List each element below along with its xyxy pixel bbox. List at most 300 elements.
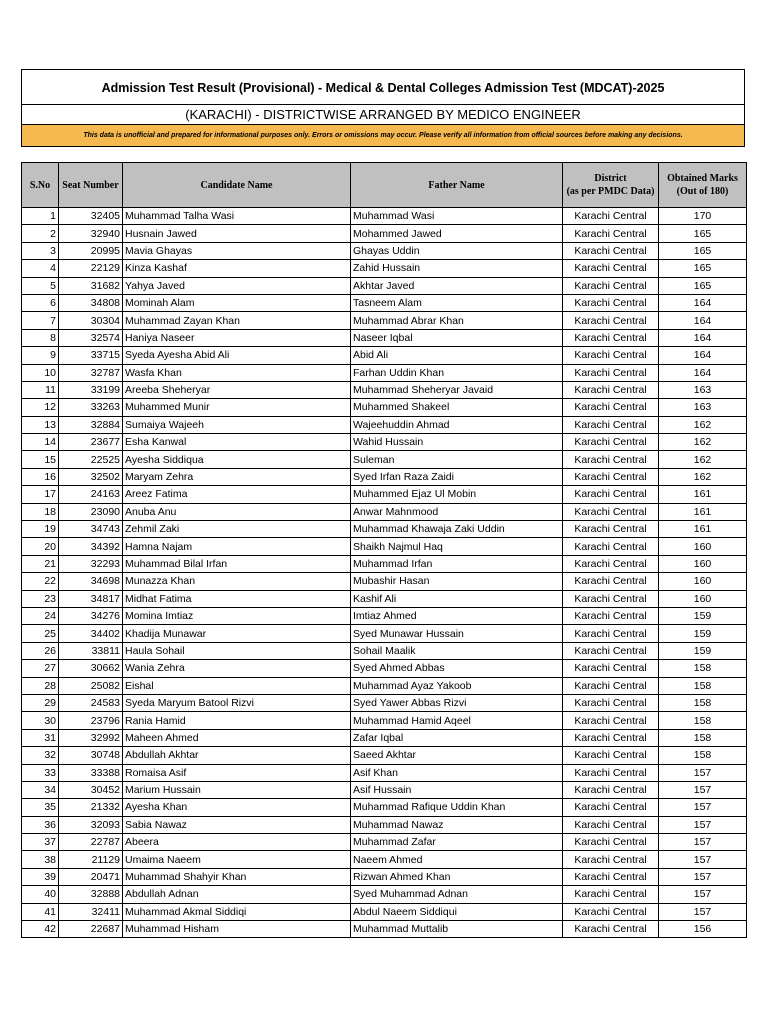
cell-district: Karachi Central (563, 886, 659, 903)
cell-district: Karachi Central (563, 329, 659, 346)
cell-sno: 6 (22, 294, 59, 311)
table-row (22, 816, 747, 833)
cell-seat-number: 23677 (59, 434, 123, 451)
cell-sno: 25 (22, 625, 59, 642)
cell-father-name: Muhammad Sheheryar Javaid (351, 381, 563, 398)
cell-father-name: Zafar Iqbal (351, 729, 563, 746)
cell-candidate-name: Muhammed Munir (123, 399, 351, 416)
cell-seat-number: 32884 (59, 416, 123, 433)
cell-district: Karachi Central (563, 694, 659, 711)
cell-seat-number: 22525 (59, 451, 123, 468)
cell-father-name: Ghayas Uddin (351, 242, 563, 259)
table-header-row (22, 163, 747, 208)
cell-seat-number: 32293 (59, 555, 123, 572)
cell-district: Karachi Central (563, 468, 659, 485)
cell-district: Karachi Central (563, 764, 659, 781)
cell-district: Karachi Central (563, 294, 659, 311)
cell-marks: 157 (659, 799, 747, 816)
cell-sno: 34 (22, 781, 59, 798)
cell-father-name: Abid Ali (351, 347, 563, 364)
cell-district: Karachi Central (563, 225, 659, 242)
cell-father-name: Sohail Maalik (351, 642, 563, 659)
table-row (22, 677, 747, 694)
cell-seat-number: 31682 (59, 277, 123, 294)
col-marks-line1: Obtained Marks (667, 173, 738, 184)
cell-seat-number: 20995 (59, 242, 123, 259)
cell-father-name: Muhammad Muttalib (351, 921, 563, 938)
cell-marks: 159 (659, 607, 747, 624)
cell-sno: 24 (22, 607, 59, 624)
disclaimer-banner: This data is unofficial and prepared for informational purposes only. Errors or omissions may occur. Please verify all information from official sources before making any decisions. (22, 125, 744, 146)
cell-marks: 165 (659, 260, 747, 277)
table-row (22, 208, 747, 225)
cell-district: Karachi Central (563, 416, 659, 433)
cell-marks: 157 (659, 868, 747, 885)
cell-district: Karachi Central (563, 607, 659, 624)
table-row (22, 434, 747, 451)
cell-candidate-name: Syeda Ayesha Abid Ali (123, 347, 351, 364)
cell-marks: 157 (659, 851, 747, 868)
cell-marks: 157 (659, 781, 747, 798)
cell-candidate-name: Muhammad Zayan Khan (123, 312, 351, 329)
cell-candidate-name: Muhammad Akmal Siddiqi (123, 903, 351, 920)
cell-father-name: Syed Muhammad Adnan (351, 886, 563, 903)
cell-sno: 18 (22, 503, 59, 520)
cell-seat-number: 34392 (59, 538, 123, 555)
cell-sno: 19 (22, 521, 59, 538)
cell-district: Karachi Central (563, 903, 659, 920)
cell-district: Karachi Central (563, 486, 659, 503)
table-row (22, 694, 747, 711)
cell-district: Karachi Central (563, 399, 659, 416)
cell-father-name: Kashif Ali (351, 590, 563, 607)
cell-marks: 161 (659, 503, 747, 520)
col-marks-line2: (Out of 180) (676, 186, 729, 197)
cell-candidate-name: Sabia Nawaz (123, 816, 351, 833)
cell-marks: 170 (659, 208, 747, 225)
cell-candidate-name: Maheen Ahmed (123, 729, 351, 746)
cell-candidate-name: Romaisa Asif (123, 764, 351, 781)
cell-candidate-name: Abdullah Adnan (123, 886, 351, 903)
cell-marks: 161 (659, 486, 747, 503)
cell-seat-number: 21129 (59, 851, 123, 868)
cell-sno: 4 (22, 260, 59, 277)
cell-marks: 156 (659, 921, 747, 938)
results-table (21, 162, 747, 938)
table-row (22, 329, 747, 346)
cell-marks: 160 (659, 573, 747, 590)
cell-district: Karachi Central (563, 381, 659, 398)
cell-father-name: Wahid Hussain (351, 434, 563, 451)
table-row (22, 503, 747, 520)
table-row (22, 451, 747, 468)
cell-sno: 1 (22, 208, 59, 225)
cell-marks: 160 (659, 555, 747, 572)
cell-marks: 165 (659, 242, 747, 259)
cell-candidate-name: Haula Sohail (123, 642, 351, 659)
cell-candidate-name: Momina Imtiaz (123, 607, 351, 624)
cell-father-name: Muhammed Ejaz Ul Mobin (351, 486, 563, 503)
cell-district: Karachi Central (563, 851, 659, 868)
table-row (22, 590, 747, 607)
cell-sno: 7 (22, 312, 59, 329)
cell-seat-number: 32405 (59, 208, 123, 225)
cell-sno: 14 (22, 434, 59, 451)
table-row (22, 277, 747, 294)
table-row (22, 834, 747, 851)
cell-candidate-name: Abdullah Akhtar (123, 747, 351, 764)
cell-father-name: Muhammad Ayaz Yakoob (351, 677, 563, 694)
table-row (22, 886, 747, 903)
table-row (22, 607, 747, 624)
report-title: Admission Test Result (Provisional) - Medical & Dental Colleges Admission Test (MDCAT)-2025 (22, 70, 744, 105)
cell-seat-number: 23796 (59, 712, 123, 729)
cell-father-name: Syed Munawar Hussain (351, 625, 563, 642)
cell-marks: 158 (659, 712, 747, 729)
table-row (22, 381, 747, 398)
cell-father-name: Wajeehuddin Ahmad (351, 416, 563, 433)
cell-candidate-name: Syeda Maryum Batool Rizvi (123, 694, 351, 711)
cell-seat-number: 34743 (59, 521, 123, 538)
table-row (22, 555, 747, 572)
table-row (22, 521, 747, 538)
cell-sno: 42 (22, 921, 59, 938)
table-row (22, 660, 747, 677)
cell-marks: 159 (659, 625, 747, 642)
cell-candidate-name: Esha Kanwal (123, 434, 351, 451)
cell-father-name: Mohammed Jawed (351, 225, 563, 242)
cell-sno: 20 (22, 538, 59, 555)
table-row (22, 399, 747, 416)
cell-sno: 33 (22, 764, 59, 781)
cell-father-name: Mubashir Hasan (351, 573, 563, 590)
col-district-line1: District (594, 173, 627, 184)
cell-father-name: Syed Irfan Raza Zaidi (351, 468, 563, 485)
cell-candidate-name: Hamna Najam (123, 538, 351, 555)
cell-candidate-name: Muhammad Bilal Irfan (123, 555, 351, 572)
cell-sno: 2 (22, 225, 59, 242)
cell-district: Karachi Central (563, 538, 659, 555)
col-name-header: Candidate Name (123, 163, 351, 208)
cell-sno: 17 (22, 486, 59, 503)
cell-candidate-name: Umaima Naeem (123, 851, 351, 868)
cell-seat-number: 33715 (59, 347, 123, 364)
cell-candidate-name: Kinza Kashaf (123, 260, 351, 277)
cell-candidate-name: Zehmil Zaki (123, 521, 351, 538)
cell-seat-number: 32574 (59, 329, 123, 346)
cell-sno: 37 (22, 834, 59, 851)
col-father-header: Father Name (351, 163, 563, 208)
cell-district: Karachi Central (563, 312, 659, 329)
cell-seat-number: 34698 (59, 573, 123, 590)
cell-district: Karachi Central (563, 799, 659, 816)
cell-candidate-name: Maryam Zehra (123, 468, 351, 485)
cell-seat-number: 30304 (59, 312, 123, 329)
cell-sno: 40 (22, 886, 59, 903)
cell-district: Karachi Central (563, 555, 659, 572)
cell-candidate-name: Areez Fatima (123, 486, 351, 503)
cell-seat-number: 20471 (59, 868, 123, 885)
cell-sno: 31 (22, 729, 59, 746)
cell-sno: 21 (22, 555, 59, 572)
cell-marks: 162 (659, 451, 747, 468)
cell-district: Karachi Central (563, 642, 659, 659)
cell-marks: 164 (659, 347, 747, 364)
cell-sno: 16 (22, 468, 59, 485)
cell-marks: 158 (659, 677, 747, 694)
cell-district: Karachi Central (563, 347, 659, 364)
cell-candidate-name: Wasfa Khan (123, 364, 351, 381)
report-subtitle: (KARACHI) - DISTRICTWISE ARRANGED BY MEDICO ENGINEER (22, 105, 744, 125)
cell-sno: 38 (22, 851, 59, 868)
table-row (22, 799, 747, 816)
cell-sno: 28 (22, 677, 59, 694)
cell-father-name: Asif Hussain (351, 781, 563, 798)
cell-candidate-name: Anuba Anu (123, 503, 351, 520)
cell-candidate-name: Muhammad Talha Wasi (123, 208, 351, 225)
table-row (22, 225, 747, 242)
cell-marks: 163 (659, 381, 747, 398)
cell-sno: 8 (22, 329, 59, 346)
cell-marks: 158 (659, 747, 747, 764)
cell-seat-number: 32502 (59, 468, 123, 485)
table-row (22, 573, 747, 590)
cell-district: Karachi Central (563, 729, 659, 746)
cell-sno: 35 (22, 799, 59, 816)
cell-seat-number: 30662 (59, 660, 123, 677)
cell-father-name: Imtiaz Ahmed (351, 607, 563, 624)
cell-seat-number: 33811 (59, 642, 123, 659)
cell-seat-number: 22787 (59, 834, 123, 851)
cell-district: Karachi Central (563, 208, 659, 225)
cell-marks: 162 (659, 416, 747, 433)
cell-district: Karachi Central (563, 868, 659, 885)
cell-sno: 26 (22, 642, 59, 659)
cell-marks: 157 (659, 834, 747, 851)
cell-father-name: Muhammad Wasi (351, 208, 563, 225)
cell-father-name: Naeem Ahmed (351, 851, 563, 868)
cell-seat-number: 30748 (59, 747, 123, 764)
cell-candidate-name: Rania Hamid (123, 712, 351, 729)
cell-marks: 157 (659, 903, 747, 920)
cell-district: Karachi Central (563, 364, 659, 381)
cell-seat-number: 30452 (59, 781, 123, 798)
cell-seat-number: 22687 (59, 921, 123, 938)
table-row (22, 312, 747, 329)
col-district-line2: (as per PMDC Data) (566, 186, 655, 197)
table-row (22, 486, 747, 503)
cell-district: Karachi Central (563, 921, 659, 938)
cell-sno: 32 (22, 747, 59, 764)
cell-candidate-name: Mavia Ghayas (123, 242, 351, 259)
cell-father-name: Muhammad Abrar Khan (351, 312, 563, 329)
cell-marks: 164 (659, 312, 747, 329)
cell-father-name: Shaikh Najmul Haq (351, 538, 563, 555)
cell-father-name: Saeed Akhtar (351, 747, 563, 764)
cell-father-name: Muhammad Rafique Uddin Khan (351, 799, 563, 816)
cell-candidate-name: Marium Hussain (123, 781, 351, 798)
cell-district: Karachi Central (563, 573, 659, 590)
cell-father-name: Anwar Mahnmood (351, 503, 563, 520)
cell-district: Karachi Central (563, 834, 659, 851)
cell-seat-number: 34817 (59, 590, 123, 607)
cell-seat-number: 21332 (59, 799, 123, 816)
cell-candidate-name: Wania Zehra (123, 660, 351, 677)
table-row (22, 364, 747, 381)
cell-marks: 165 (659, 225, 747, 242)
cell-district: Karachi Central (563, 451, 659, 468)
cell-marks: 158 (659, 729, 747, 746)
cell-district: Karachi Central (563, 660, 659, 677)
cell-sno: 13 (22, 416, 59, 433)
cell-candidate-name: Mominah Alam (123, 294, 351, 311)
cell-seat-number: 32093 (59, 816, 123, 833)
cell-marks: 159 (659, 642, 747, 659)
cell-marks: 164 (659, 364, 747, 381)
cell-father-name: Naseer Iqbal (351, 329, 563, 346)
col-district-header (563, 163, 659, 208)
cell-district: Karachi Central (563, 277, 659, 294)
cell-father-name: Rizwan Ahmed Khan (351, 868, 563, 885)
cell-district: Karachi Central (563, 590, 659, 607)
report-header (21, 69, 745, 147)
cell-sno: 3 (22, 242, 59, 259)
table-row (22, 851, 747, 868)
cell-sno: 36 (22, 816, 59, 833)
cell-candidate-name: Muhammad Shahyir Khan (123, 868, 351, 885)
cell-marks: 163 (659, 399, 747, 416)
cell-district: Karachi Central (563, 434, 659, 451)
cell-marks: 164 (659, 294, 747, 311)
cell-father-name: Suleman (351, 451, 563, 468)
table-row (22, 468, 747, 485)
cell-marks: 158 (659, 660, 747, 677)
cell-seat-number: 32940 (59, 225, 123, 242)
cell-father-name: Muhammad Nawaz (351, 816, 563, 833)
cell-father-name: Tasneem Alam (351, 294, 563, 311)
cell-district: Karachi Central (563, 816, 659, 833)
cell-father-name: Muhammed Shakeel (351, 399, 563, 416)
cell-sno: 10 (22, 364, 59, 381)
table-row (22, 781, 747, 798)
cell-father-name: Muhammad Zafar (351, 834, 563, 851)
cell-candidate-name: Khadija Munawar (123, 625, 351, 642)
cell-seat-number: 25082 (59, 677, 123, 694)
table-row (22, 625, 747, 642)
cell-father-name: Asif Khan (351, 764, 563, 781)
cell-father-name: Akhtar Javed (351, 277, 563, 294)
cell-seat-number: 34808 (59, 294, 123, 311)
cell-father-name: Syed Yawer Abbas Rizvi (351, 694, 563, 711)
cell-marks: 162 (659, 468, 747, 485)
cell-sno: 39 (22, 868, 59, 885)
table-row (22, 260, 747, 277)
cell-sno: 41 (22, 903, 59, 920)
cell-candidate-name: Haniya Naseer (123, 329, 351, 346)
cell-seat-number: 32992 (59, 729, 123, 746)
cell-sno: 27 (22, 660, 59, 677)
cell-seat-number: 22129 (59, 260, 123, 277)
cell-seat-number: 24163 (59, 486, 123, 503)
cell-sno: 5 (22, 277, 59, 294)
table-row (22, 903, 747, 920)
cell-father-name: Zahid Hussain (351, 260, 563, 277)
cell-seat-number: 23090 (59, 503, 123, 520)
cell-candidate-name: Yahya Javed (123, 277, 351, 294)
cell-district: Karachi Central (563, 625, 659, 642)
cell-district: Karachi Central (563, 712, 659, 729)
cell-father-name: Syed Ahmed Abbas (351, 660, 563, 677)
cell-candidate-name: Sumaiya Wajeeh (123, 416, 351, 433)
cell-father-name: Muhammad Irfan (351, 555, 563, 572)
cell-sno: 11 (22, 381, 59, 398)
cell-district: Karachi Central (563, 677, 659, 694)
cell-district: Karachi Central (563, 781, 659, 798)
cell-seat-number: 33263 (59, 399, 123, 416)
cell-candidate-name: Midhat Fatima (123, 590, 351, 607)
cell-sno: 9 (22, 347, 59, 364)
cell-marks: 161 (659, 521, 747, 538)
table-row (22, 764, 747, 781)
cell-marks: 165 (659, 277, 747, 294)
cell-sno: 23 (22, 590, 59, 607)
cell-marks: 158 (659, 694, 747, 711)
cell-district: Karachi Central (563, 747, 659, 764)
table-row (22, 242, 747, 259)
cell-father-name: Muhammad Khawaja Zaki Uddin (351, 521, 563, 538)
cell-candidate-name: Abeera (123, 834, 351, 851)
cell-district: Karachi Central (563, 521, 659, 538)
cell-seat-number: 34402 (59, 625, 123, 642)
cell-seat-number: 33388 (59, 764, 123, 781)
cell-candidate-name: Muhammad Hisham (123, 921, 351, 938)
cell-sno: 30 (22, 712, 59, 729)
cell-seat-number: 33199 (59, 381, 123, 398)
cell-father-name: Muhammad Hamid Aqeel (351, 712, 563, 729)
table-body (22, 208, 747, 938)
cell-marks: 160 (659, 538, 747, 555)
table-row (22, 294, 747, 311)
table-row (22, 347, 747, 364)
table-row (22, 712, 747, 729)
cell-marks: 160 (659, 590, 747, 607)
cell-marks: 157 (659, 886, 747, 903)
table-row (22, 538, 747, 555)
cell-district: Karachi Central (563, 503, 659, 520)
cell-sno: 29 (22, 694, 59, 711)
cell-seat-number: 24583 (59, 694, 123, 711)
table-row (22, 921, 747, 938)
cell-father-name: Farhan Uddin Khan (351, 364, 563, 381)
table-row (22, 747, 747, 764)
cell-seat-number: 32787 (59, 364, 123, 381)
cell-sno: 15 (22, 451, 59, 468)
cell-candidate-name: Eishal (123, 677, 351, 694)
table-row (22, 729, 747, 746)
cell-marks: 157 (659, 816, 747, 833)
cell-marks: 164 (659, 329, 747, 346)
cell-seat-number: 32411 (59, 903, 123, 920)
cell-marks: 162 (659, 434, 747, 451)
cell-district: Karachi Central (563, 242, 659, 259)
table-row (22, 642, 747, 659)
cell-candidate-name: Ayesha Khan (123, 799, 351, 816)
cell-sno: 12 (22, 399, 59, 416)
cell-father-name: Abdul Naeem Siddiqui (351, 903, 563, 920)
cell-candidate-name: Areeba Sheheryar (123, 381, 351, 398)
table-row (22, 868, 747, 885)
cell-marks: 157 (659, 764, 747, 781)
